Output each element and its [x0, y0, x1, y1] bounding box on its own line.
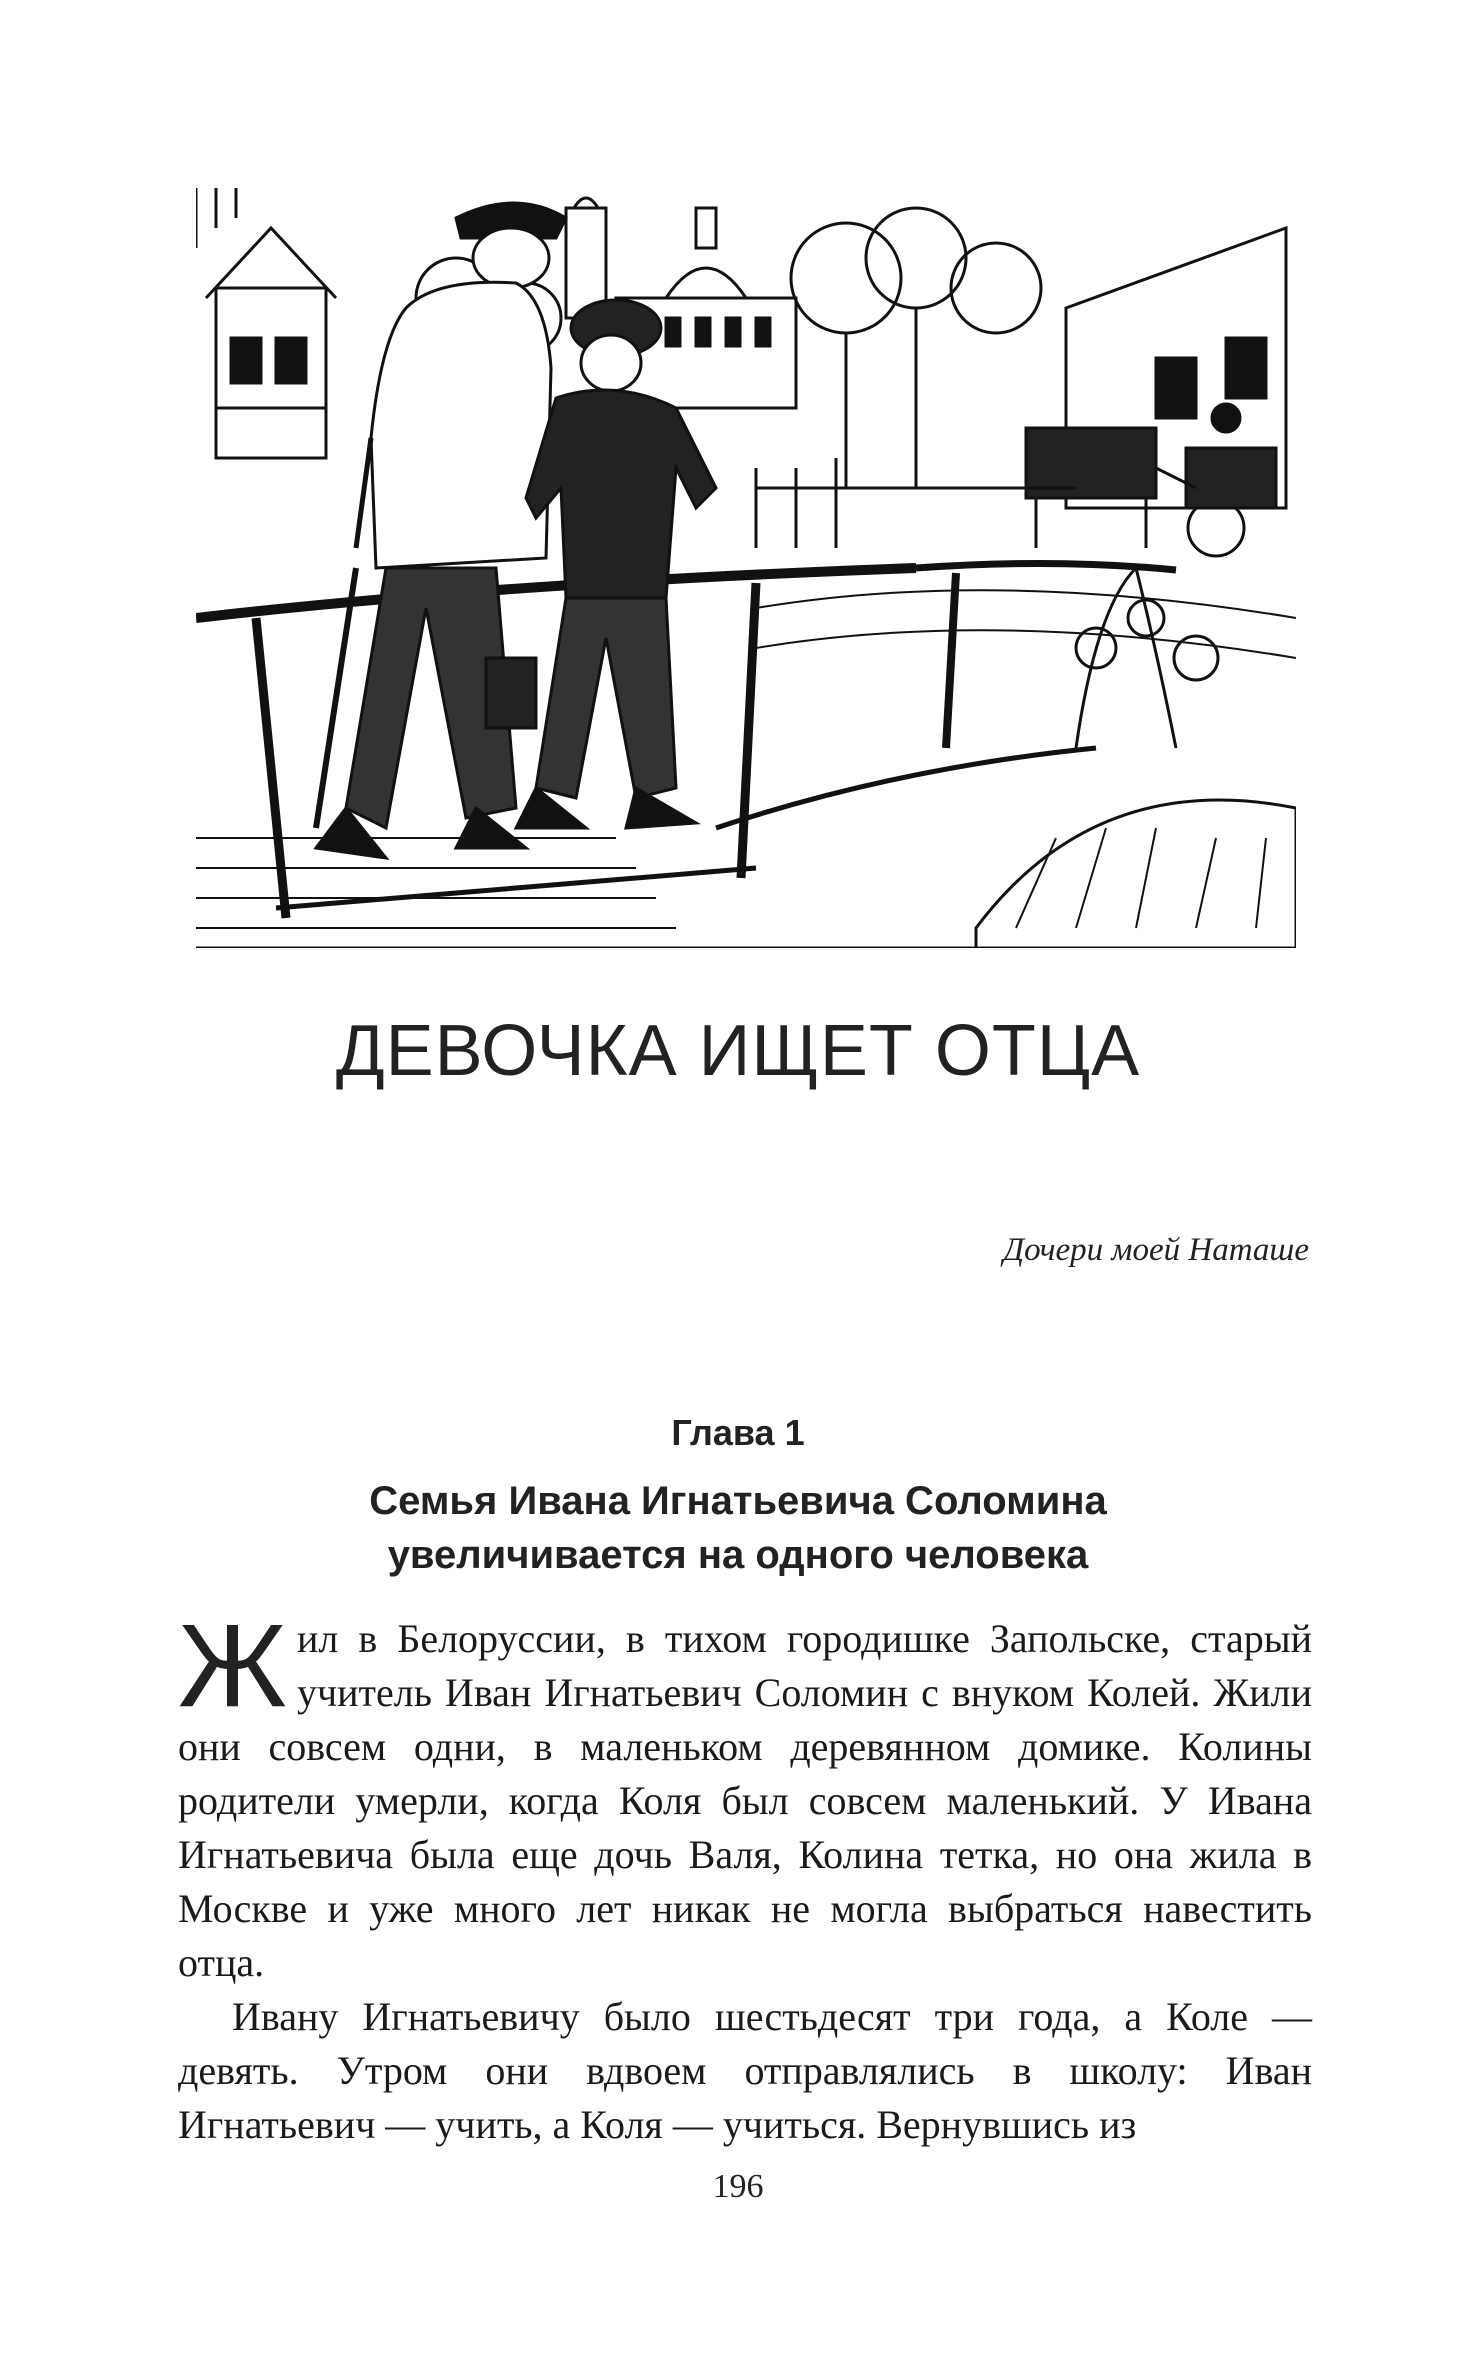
body-text [178, 1600, 1312, 2152]
chapter-subtitle [0, 1474, 1476, 1582]
chapter-title: ДЕВОЧКА ИЩЕТ ОТЦА [335, 1011, 1141, 1091]
chapter-number: Глава 1 [671, 1412, 805, 1453]
bridge-illustration [196, 188, 1296, 948]
chapter-subtitle-line1: Семья Ивана Игнатьевича Соломина [369, 1479, 1107, 1523]
page-number: 196 [712, 2168, 764, 2205]
paragraph-1 [178, 1600, 1312, 1990]
paragraph-2: Ивану Игнатьевичу было шестьдесят три года, а Коле — девять. Утром они вдвоем отправлялись в школу: Иван Игнатьевич — учить, а Коля — учиться. Вернувшись из [178, 1994, 1312, 2147]
dropcap: Ж [178, 1600, 287, 1732]
dedication: Дочери моей Наташе [1003, 1232, 1309, 1268]
chapter-subtitle-line2: увеличивается на одного человека [387, 1533, 1089, 1577]
horse-cart-icon [1026, 404, 1276, 556]
paragraph-1-text: ил в Белоруссии, в тихом городишке Запольске, старый учитель Иван Игнатьевич Соломин с внуком Колей. Жили они совсем одни, в маленьком деревянном домике. Колины родители умерли, когда Коля был совсем маленький. У Ивана Игнатьевича была еще дочь Валя, Колина тетка, но она жила в Москве и уже много лет никак не могла выбраться навестить отца. [178, 1616, 1312, 1985]
old-man-icon [316, 203, 566, 858]
bridge-rail-icon [196, 563, 1176, 918]
left-house-icon [196, 188, 336, 458]
